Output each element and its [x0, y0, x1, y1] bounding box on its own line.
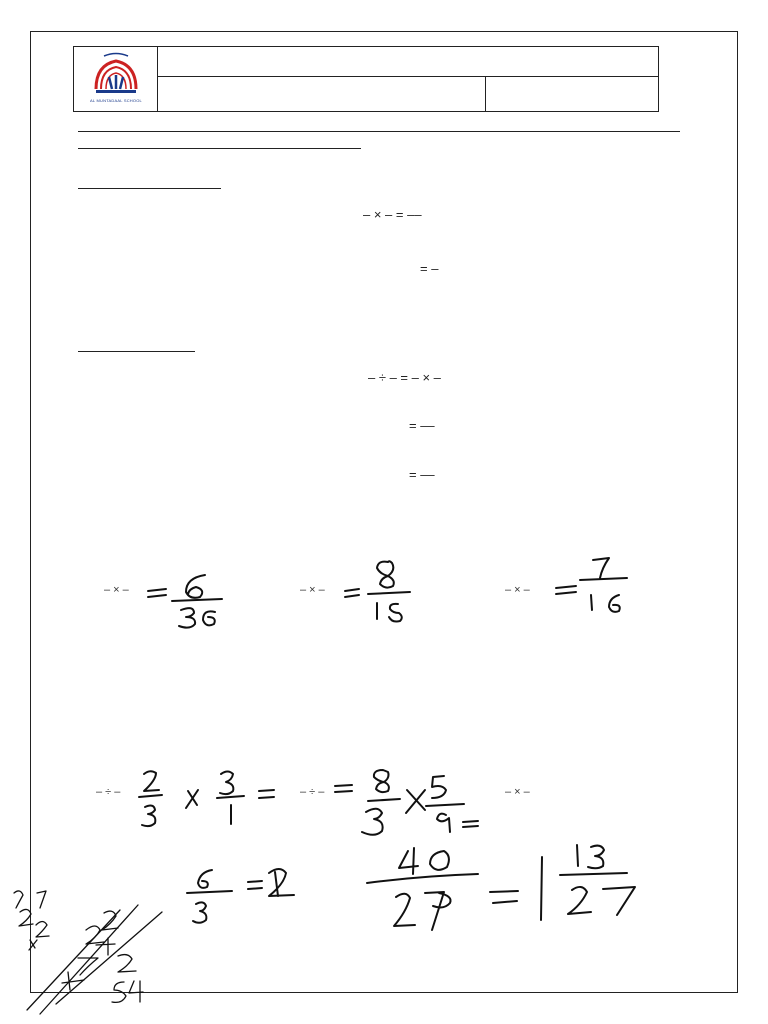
- divide-example-line2: = ––: [409, 418, 435, 433]
- title-rule: [78, 131, 680, 132]
- exercise-6-operator: – × –: [505, 786, 530, 798]
- divide-example-line3: = ––: [409, 467, 435, 482]
- exercise-2-operator: – × –: [300, 584, 325, 596]
- exercise-5-operator: – ÷ –: [300, 786, 325, 798]
- exercise-1-operator: – × –: [104, 584, 129, 596]
- header-divider-horizontal: [158, 76, 658, 77]
- exercise-3-operator: – × –: [505, 584, 530, 596]
- header-table: [73, 46, 659, 112]
- exercise-4-operator: – ÷ –: [96, 786, 121, 798]
- multiply-example-line2: = –: [420, 261, 439, 276]
- subtitle-rule: [78, 148, 361, 149]
- logo-cell: [74, 47, 158, 111]
- logo-caption: AL MUNTADAAL SCHOOL: [90, 98, 142, 103]
- divide-example-line1: – ÷ – = – × –: [368, 370, 441, 385]
- page-border: [30, 31, 738, 993]
- section1-heading-rule: [78, 188, 221, 189]
- header-divider-vertical: [485, 76, 486, 111]
- section2-heading-rule: [78, 351, 195, 352]
- multiply-example-line1: – × – = ––: [363, 207, 422, 222]
